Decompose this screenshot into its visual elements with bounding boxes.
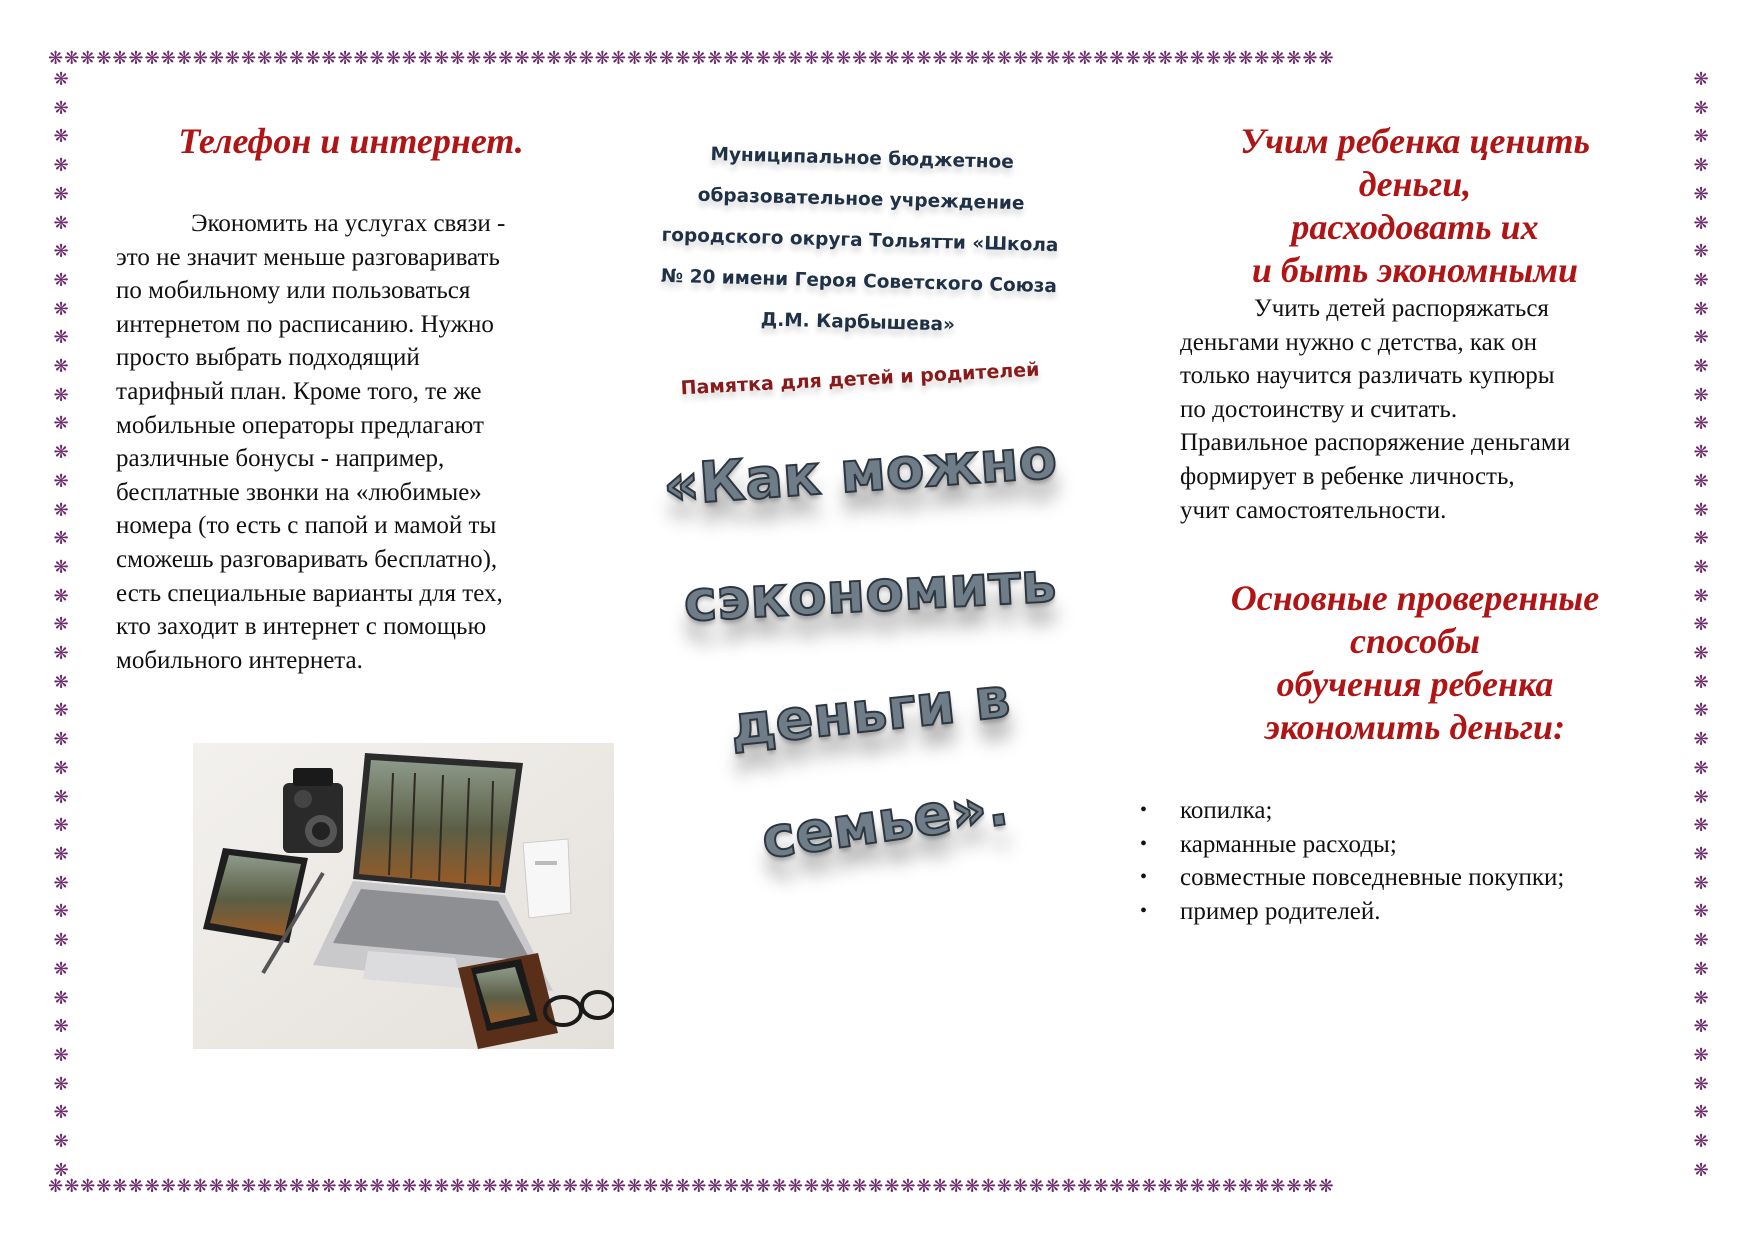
left-line: Экономить на услугах связи - [191, 210, 506, 237]
right-line: только научится различать купюры [1180, 362, 1555, 390]
laptop-photo [193, 743, 614, 1049]
border-bottom: ❋❋❋❋❋❋❋❋❋❋❋❋❋❋❋❋❋❋❋❋❋❋❋❋❋❋❋❋❋❋❋❋❋❋❋❋❋❋❋❋❋❋❋❋❋❋❋❋❋❋❋❋❋❋❋❋❋❋❋❋❋❋❋❋❋❋❋❋❋❋❋❋❋❋❋❋❋❋❋❋ [48, 1176, 1335, 1197]
left-line: есть специальные варианты для тех, [116, 579, 503, 607]
heading-line: экономить деньги: [1264, 707, 1566, 748]
left-line: просто выбрать подходящий [116, 344, 420, 372]
right-heading-2 [1180, 577, 1650, 749]
left-line: это не значит меньше разговаривать [116, 243, 500, 271]
left-line: мобильные операторы предлагают [116, 411, 484, 439]
title-line-4: семье». [757, 773, 1013, 872]
left-line: номера (то есть с папой и мамой ты [116, 512, 497, 540]
list-item-text: копилка; [1180, 797, 1273, 825]
bullet-icon: • [1140, 799, 1148, 822]
org-line: № 20 имени Героя Советского Союза [660, 265, 1058, 298]
title-line-3: деньги в [726, 665, 1014, 760]
org-line: Муниципальное бюджетное [710, 144, 1015, 173]
bullet-icon: • [1140, 832, 1148, 855]
org-line: образовательное учреждение [697, 184, 1025, 215]
border-left: ❋ ❋ ❋ ❋ ❋ ❋ ❋ ❋ ❋ ❋ ❋ ❋ ❋ ❋ ❋ ❋ ❋ ❋ ❋ ❋ ❋ ❋ ❋ ❋ ❋ ❋ ❋ ❋ ❋ ❋ ❋ ❋ ❋ ❋ ❋ ❋ ❋ ❋ ❋ [53, 69, 69, 1181]
left-line: интернетом по расписанию. Нужно [116, 310, 494, 338]
right-line: по достоинству и считать. [1180, 395, 1458, 423]
list-item [1140, 895, 1650, 929]
left-line: тарифный план. Кроме того, те же [116, 377, 482, 405]
heading-line: и быть экономными [1251, 250, 1579, 290]
left-line: различные бонусы - например, [116, 445, 445, 473]
right-line: Учить детей распоряжаться [1254, 295, 1549, 322]
tips-list [1140, 794, 1650, 928]
heading-line: Основные проверенные [1230, 578, 1600, 619]
left-paragraph [116, 207, 586, 677]
left-line: бесплатные звонки на «любимые» [116, 478, 482, 506]
right-heading-1 [1180, 120, 1650, 292]
heading-line: деньги, [1358, 164, 1472, 204]
right-line: деньгами нужно с детства, как он [1180, 328, 1537, 356]
left-panel [116, 120, 586, 677]
right-panel [1140, 120, 1650, 929]
heading-line: способы [1349, 621, 1481, 662]
left-line: сможешь разговаривать бесплатно), [116, 545, 498, 573]
heading-line: расходовать их [1291, 207, 1539, 247]
list-item [1140, 861, 1650, 895]
organization-name [657, 133, 1062, 348]
list-item-text: карманные расходы; [1180, 830, 1397, 858]
memo-subtitle: Памятка для детей и родителей [680, 358, 1040, 400]
left-line: мобильного интернета. [116, 646, 363, 674]
left-heading: Телефон и интернет. [178, 121, 524, 161]
right-paragraph [1180, 292, 1650, 527]
right-line: учит самостоятельности. [1180, 496, 1447, 524]
right-line: формирует в ребенке личность, [1180, 462, 1515, 490]
org-line: городского округа Тольятти «Школа [661, 224, 1059, 257]
title-line-2: сэкономить [682, 550, 1058, 635]
border-top: ❋❋❋❋❋❋❋❋❋❋❋❋❋❋❋❋❋❋❋❋❋❋❋❋❋❋❋❋❋❋❋❋❋❋❋❋❋❋❋❋❋❋❋❋❋❋❋❋❋❋❋❋❋❋❋❋❋❋❋❋❋❋❋❋❋❋❋❋❋❋❋❋❋❋❋❋❋❋❋❋ [48, 48, 1335, 69]
bullet-icon: • [1140, 866, 1148, 889]
heading-line: Учим ребенка ценить [1240, 121, 1590, 161]
list-item [1140, 794, 1650, 828]
border-right: ❋ ❋ ❋ ❋ ❋ ❋ ❋ ❋ ❋ ❋ ❋ ❋ ❋ ❋ ❋ ❋ ❋ ❋ ❋ ❋ ❋ ❋ ❋ ❋ ❋ ❋ ❋ ❋ ❋ ❋ ❋ ❋ ❋ ❋ ❋ ❋ ❋ ❋ ❋ [1693, 69, 1709, 1181]
right-line: Правильное распоряжение деньгами [1180, 429, 1571, 457]
list-item-text: совместные повседневные покупки; [1180, 864, 1565, 892]
title-line-1: «Как можно [661, 426, 1059, 519]
heading-line: обучения ребенка [1276, 664, 1554, 705]
left-line: кто заходит в интернет с помощью [116, 613, 487, 641]
list-item-text: пример родителей. [1180, 897, 1381, 925]
list-item [1140, 828, 1650, 862]
org-line: Д.М. Карбышева» [760, 309, 956, 336]
bullet-icon: • [1140, 899, 1148, 922]
left-line: по мобильному или пользоваться [116, 277, 471, 305]
